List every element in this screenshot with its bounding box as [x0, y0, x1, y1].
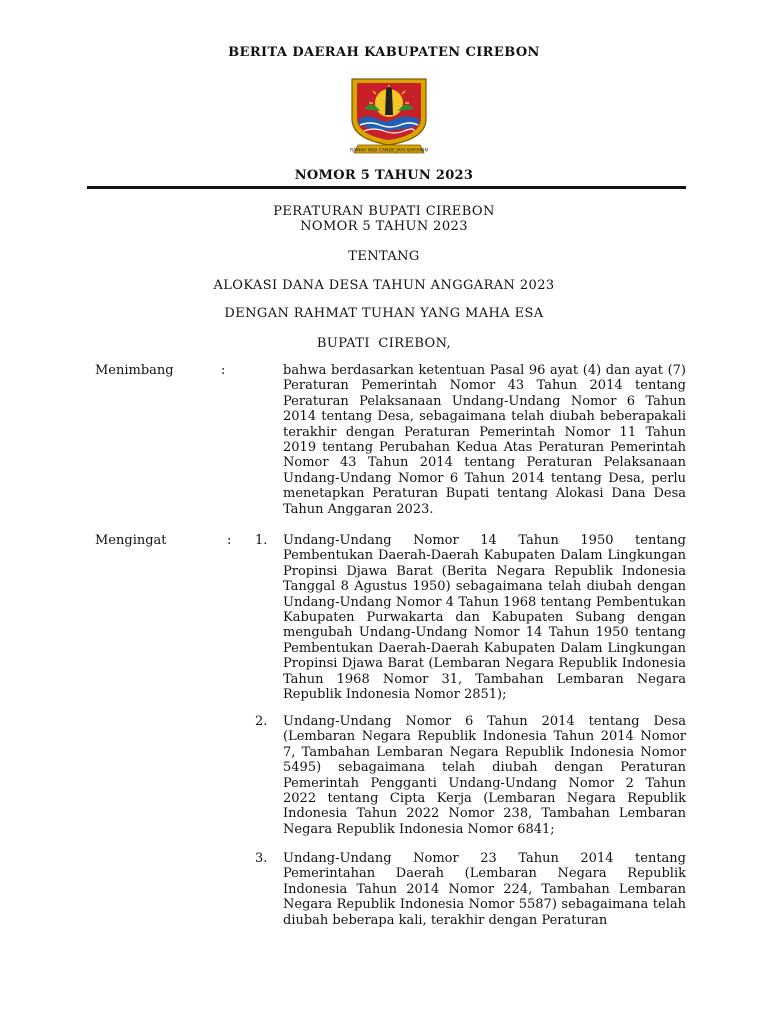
- issuer: BUPATI CIREBON,: [316, 336, 452, 351]
- header-divider: [87, 186, 686, 189]
- menimbang-text: bahwa berdasarkan ketentuan Pasal 96 ayat (4) dan ayat (7) Peraturan Pemerintah Nomor 43 Tahun 2014 tentang Peraturan Pelaksanaan Undang-Undang Nomor 6 Tahun 2014 tentang Desa, sebagaimana telah diubah beberapakali terakhir dengan Peraturan Pemerintah Nomor 11 Tahun 2019 tentang Perubahan Kedua Atas Peraturan Pemerintah Nomor 43 Tahun 2014 tentang Peraturan Pelaksanaan Undang-Undang Nomor 6 Tahun 2014 tentang Desa, perlu menetapkan Peraturan Bupati tentang Alokasi Dana Desa Tahun Anggaran 2023.: [283, 363, 686, 517]
- regulation-number: NOMOR 5 TAHUN 2023: [300, 219, 468, 234]
- cirebon-coat-of-arms-icon: [346, 73, 432, 157]
- mengingat-item-text: Undang-Undang Nomor 14 Tahun 1950 tentang Pembentukan Daerah-Daerah Kabupaten Dalam Lingkungan Propinsi Djawa Barat (Berita Negara Republik Indonesia Tanggal 8 Agustus 1950) sebagaimana telah diubah dengan Undang-Undang Nomor 4 Tahun 1968 tentang Pembentukan Kabupaten Purwakarta dan Kabupaten Subang dengan mengubah Undang-Undang Nomor 14 Tahun 1950 tentang Pembentukan Daerah-Daerah Kabupaten Dalam Lingkungan Propinsi Djawa Barat (Lembaran Negara Republik Indonesia Tahun 1968 Nomor 31, Tambahan Lembaran Negara Republik Indonesia Nomor 2851);: [283, 533, 686, 703]
- regulation-subject: ALOKASI DANA DESA TAHUN ANGGARAN 2023: [213, 278, 555, 293]
- mengingat-item-number: 3.: [255, 851, 268, 866]
- publication-number: NOMOR 5 TAHUN 2023: [294, 168, 474, 183]
- menimbang-label: Menimbang: [95, 363, 174, 378]
- invocation: DENGAN RAHMAT TUHAN YANG MAHA ESA: [224, 306, 544, 321]
- mengingat-label: Mengingat: [95, 533, 167, 548]
- mengingat-item-text: Undang-Undang Nomor 6 Tahun 2014 tentang Desa (Lembaran Negara Republik Indonesia Tahun 2014 Nomor 7, Tambahan Lembaran Negara Republik Indonesia Nomor 5495) sebagaimana telah diubah dengan Peraturan Pemerintah Pengganti Undang-Undang Nomor 2 Tahun 2022 tentang Cipta Kerja (Lembaran Negara Republik Indonesia Tahun 2022 Nomor 238, Tambahan Lembaran Negara Republik Indonesia Nomor 6841;: [283, 714, 686, 837]
- mengingat-item-number: 2.: [255, 714, 268, 729]
- publication-title: BERITA DAERAH KABUPATEN CIREBON: [228, 45, 540, 60]
- mengingat-item-number: 1.: [255, 533, 268, 548]
- regulation-title: PERATURAN BUPATI CIREBON: [273, 204, 495, 219]
- logo-motto: RAMAH INGI CANDE JAYA BAHANIN: [350, 148, 428, 154]
- mengingat-colon: :: [227, 533, 232, 548]
- mengingat-item-text: Undang-Undang Nomor 23 Tahun 2014 tentang Pemerintahan Daerah (Lembaran Negara Republik Indonesia Tahun 2014 Nomor 224, Tambahan Lembaran Negara Republik Indonesia Nomor 5587) sebagaimana telah diubah beberapa kali, terakhir dengan Peraturan: [283, 851, 686, 928]
- about-label: TENTANG: [348, 249, 420, 264]
- menimbang-colon: :: [221, 363, 226, 378]
